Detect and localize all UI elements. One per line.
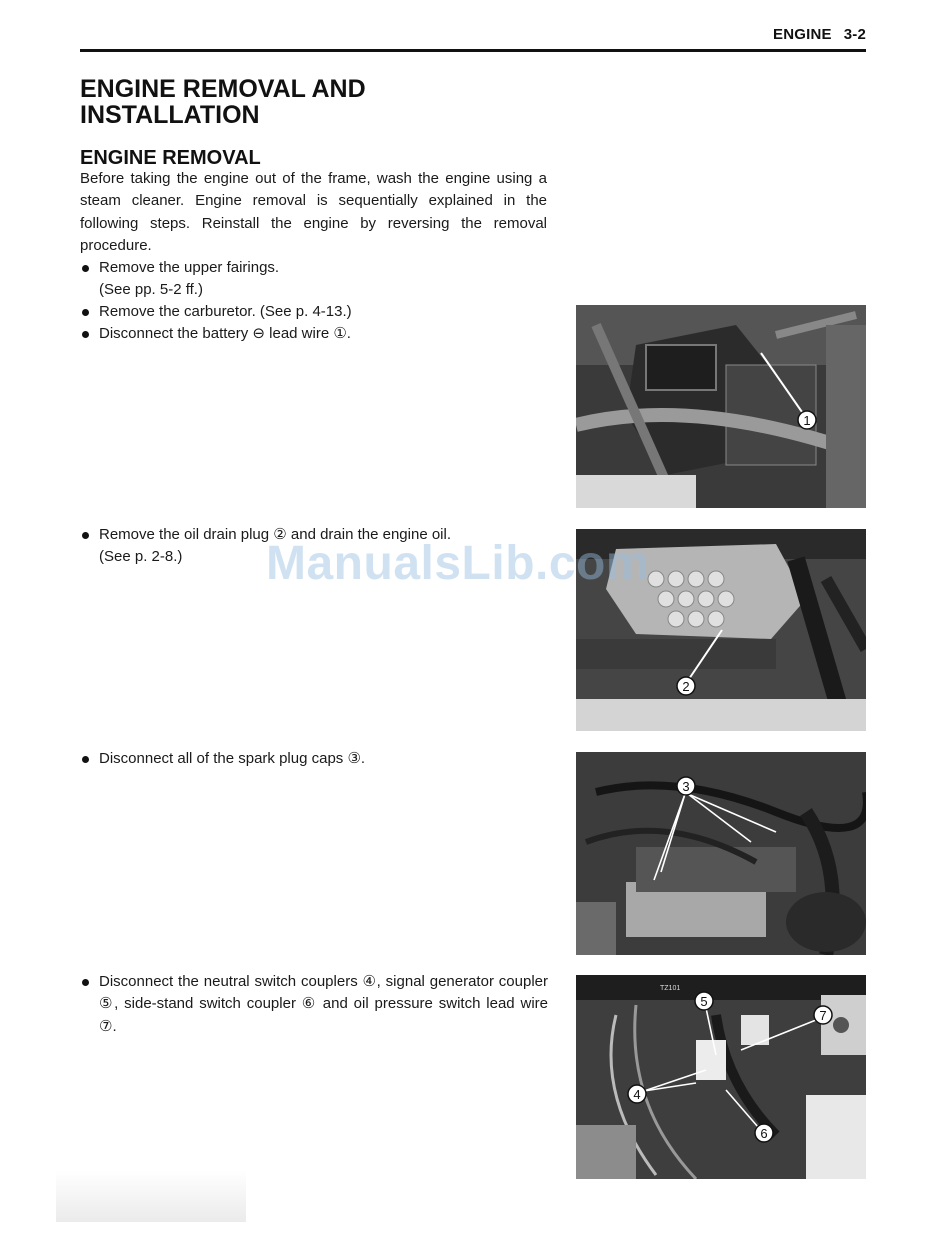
step-disconnect-battery: [80, 323, 550, 345]
watermark: ManualsLib.com: [266, 537, 650, 590]
step-spark-plug-caps: [80, 748, 550, 770]
callout-6: 6: [760, 1126, 768, 1141]
intro-paragraph: Before taking the engine out of the frame, wash the engine using a steam cleaner. Engine removal is sequentially explained in the following steps. Reinstall the engine by reversing the removal procedure.: [80, 170, 547, 254]
bullet-item: Remove the upper fairings.: [80, 257, 550, 279]
section-heading: ENGINE REMOVAL: [80, 147, 261, 169]
callout-1: 1: [803, 413, 811, 428]
bullet-item: Disconnect the battery ⊖ lead wire ①.: [80, 323, 550, 345]
photo-battery: [576, 305, 866, 508]
step-remove-carburetor: [80, 301, 550, 323]
step-disconnect-couplers: [80, 971, 548, 1038]
scan-shadow: [56, 1170, 246, 1222]
step-reference: (See pp. 5-2 ff.): [99, 281, 203, 299]
callout-5: 5: [700, 994, 708, 1009]
header-section: ENGINE: [773, 26, 832, 43]
step-reference: (See p. 2-8.): [99, 548, 183, 566]
bullet-item: Disconnect all of the spark plug caps ③.: [80, 748, 550, 770]
part-label: TZ101: [660, 985, 681, 992]
page-number: 3-2: [843, 26, 866, 43]
bullet-item: Disconnect the neutral switch couplers ④, signal generator coupler ⑤, side-stand switch coupler ⑥ and oil pressure switch lead wire ⑦.: [80, 971, 548, 1038]
bullet-item: Remove the oil drain plug ② and drain the engine oil.: [80, 524, 550, 546]
page-title: ENGINE REMOVAL AND INSTALLATION: [80, 75, 366, 129]
bullet-item: Remove the carburetor. (See p. 4-13.): [80, 301, 550, 323]
callout-4: 4: [633, 1087, 641, 1102]
callout-3: 3: [682, 779, 690, 794]
photo-spark-plugs: [576, 752, 866, 955]
step-remove-fairings: [80, 257, 550, 302]
callout-7: 7: [819, 1008, 827, 1023]
callout-2: 2: [682, 679, 690, 694]
header-rule: [80, 49, 866, 52]
running-header: [773, 26, 866, 43]
photo-couplers: [576, 975, 866, 1179]
